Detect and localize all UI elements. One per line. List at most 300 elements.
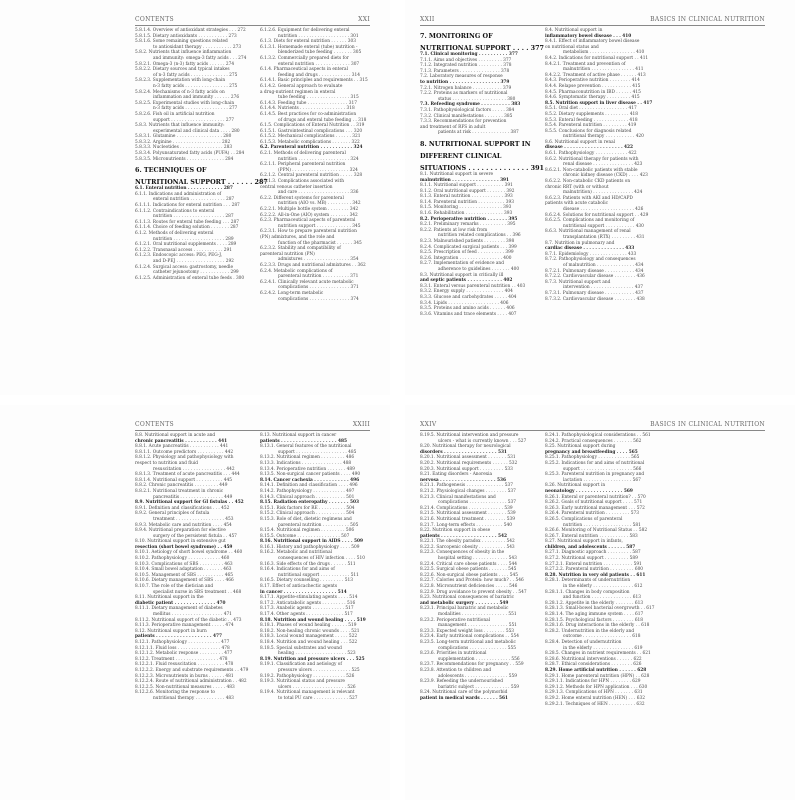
toc-entry: 8.6.1. Pathophysiology . . . . . . . . . . . . 422 — [545, 151, 637, 157]
toc-entry: (PN) admixtures, and the role and — [260, 234, 335, 240]
section-heading: patients . . . . . . . . . . . . . . . . . . . 542 — [420, 533, 507, 539]
section-heading: pregnancy and breastfeeding . . . . 565 — [545, 449, 638, 455]
toc-entry: nutrition . . . . . . . . . . . . . . . . . . . 301 — [278, 33, 359, 39]
toc-entry: nutrition support . . . . . . . . . . . . . 345 — [278, 223, 361, 229]
toc-entry: intervention . . . . . . . . . . . . . . . . 437 — [563, 285, 643, 291]
toc-entry: 8.23.1. Principal bariatric and metabolic — [420, 606, 509, 612]
toc-entry: 8.25.2. Indications for and aims of nutritional — [545, 460, 645, 466]
toc-entry: 8.22. Nutrition support in obese — [420, 528, 491, 534]
toc-entry: 8.12.1.1. Fluid loss . . . . . . . . . . . . . . . . 478 — [135, 645, 230, 651]
toc-entry: 8.28.1.1. Changes in body composition — [545, 589, 630, 595]
toc-entry: patients with acute catabolic — [545, 201, 609, 207]
toc-entry: 8.25.1. Pathophysiology . . . . . . . . . . . . 565 — [545, 455, 640, 461]
toc-entry: 8.23.3. Expected weight loss . . . . . . . . 553 — [420, 628, 515, 634]
toc-entry: and care . . . . . . . . . . . . . . . . . . . 336 — [278, 190, 359, 196]
running-header — [420, 15, 765, 26]
toc-entry: 8.21. Eating disorders - Anorexia — [420, 472, 493, 478]
toc-page-xxii — [405, 0, 795, 395]
toc-entry: and treatment of RFS in adult — [420, 124, 486, 130]
toc-entry: 6.1.2.4. Surgical access: gastrostomy, needle — [135, 264, 234, 270]
toc-entry: 8.2.1. Preliminary remarks . . . . . . . . . . 395 — [420, 222, 516, 228]
toc-entry: 6.1.4.4. Nutrients . . . . . . . . . . . . . . . . . 318 — [260, 106, 355, 112]
toc-entry: 8.22.5. Surgical obese patients . . . . . . . 545 — [420, 567, 517, 573]
toc-entry: 8.24. Nutritional care of the polymorbid — [420, 690, 508, 696]
section-heading: and metabolic surgery . . . . . . . . 549 — [420, 600, 509, 606]
section-heading: 8.18. Nutrition and wound healing . . . . 519 — [260, 617, 366, 623]
toc-entry: 8.9.1. Definition and classifications . . . 452 — [135, 505, 230, 511]
toc-entry: complications . . . . . . . . . . . . . . 537 — [438, 500, 517, 506]
section-heading: and septic patients . . . . . . . . . . . . 402 — [420, 278, 513, 284]
section-heading: chronic pancreatitis . . . . . . . . . . . 441 — [135, 438, 228, 444]
toc-entry: 8.10.4. Small bowel adaptation . . . . . . . 463 — [135, 567, 232, 573]
toc-entry: parenteral nutrition . . . . . . . . . . 371 — [278, 274, 359, 280]
toc-entry: adolescents . . . . . . . . . . . . . . . . 559 — [438, 673, 517, 679]
toc-entry: 8.4. Nutritional support in — [545, 28, 603, 33]
toc-entry: 8.20. Nutritional therapy for neurological — [420, 444, 511, 450]
toc-entry: 8.1.2. Oral nutritional support . . . . . . . 392 — [420, 188, 515, 194]
section-heading: disease . . . . . . . . . . . . . . . . . . . . 422 — [545, 145, 634, 151]
toc-entry: 6.2.1. Methods of delivering parenteral — [260, 151, 346, 157]
toc-entry: 8.22.2. Sarcopenic obesity . . . . . . . . . . 543 — [420, 544, 515, 550]
toc-entry: 8.10.7. The role of the dietician and — [135, 584, 214, 590]
section-heading: 6.1. Enteral nutrition . . . . . . . . . . . . 287 — [135, 186, 233, 192]
toc-entry: malnutrition . . . . . . . . . . . . . . . . 411 — [563, 67, 644, 73]
toc-entry: in the elderly . . . . . . . . . . . . . . . 612 — [563, 584, 643, 590]
toc-entry: experimental and clinical data . . . . 280 — [153, 128, 240, 134]
toc-entry: 8.23.7. Recommendations for pregnancy . . 559 — [420, 662, 524, 668]
toc-entry: nutritional therapy . . . . . . . . . . . 483 — [153, 695, 234, 701]
toc-entry: 8.12.2.5. Non-nutritional measures . . . . . 483 — [135, 684, 235, 690]
chapter-heading: 7. MONITORING OF — [420, 32, 493, 40]
toc-entry: supplementation . . . . . . . . . . . . . 556 — [438, 656, 520, 662]
toc-entry: 8.7.2.1. Pulmonary disease . . . . . . . . . . . 434 — [545, 268, 644, 274]
toc-entry: in the elderly . . . . . . . . . . . . . . . 619 — [563, 645, 643, 651]
section-heading: 8.19. Nutrition and pressure ulcers . . . 525 — [260, 656, 365, 662]
toc-entry: 8.17.2. Anticatabolic agents . . . . . . . . . 516 — [260, 600, 356, 606]
toc-entry: 8.26.5. Complications of parenteral — [545, 516, 623, 522]
toc-entry: 8.26.2. Goals of nutritional support . . . . 571 — [545, 500, 643, 506]
toc-entry: 8.14.2. Pathophysiology . . . . . . . . . . . . 497 — [260, 488, 355, 494]
toc-entry: 8.2.7. Implementation of evidence and — [420, 261, 504, 267]
toc-entry: chronic kidney disease (CKD) . . . . 423 — [563, 173, 648, 179]
toc-entry: n-3 fatty acids . . . . . . . . . . . . . . . . 275 — [153, 83, 238, 89]
section-heading: 8.5. Nutrition support in liver disease . . 417 — [545, 100, 653, 106]
toc-entry: chronic RRT (with or without — [545, 184, 609, 190]
toc-entry: 8.3.6. Vitamins and trace elements . . . . 407 — [420, 311, 517, 317]
chapter-heading: 6. TECHNIQUES OF — [135, 166, 207, 175]
toc-column — [135, 28, 268, 388]
toc-entry: 8.17.3. Anabolic agents . . . . . . . . . . . . 517 — [260, 606, 354, 612]
toc-entry: specialist nurse in SBS treatment . . 468 — [153, 589, 242, 595]
running-header — [420, 420, 765, 431]
toc-entry: 8.16.4. Indications for and aims of — [260, 567, 335, 573]
toc-entry: 8.29.1.2. Methods for HPN application . . . 630 — [545, 684, 648, 690]
toc-entry: 8.29.1.3. Complications of HPN . . . . . . . 631 — [545, 690, 643, 696]
toc-entry: 8.8.1.1. Outcome predictors . . . . . . . . . . 442 — [135, 449, 234, 455]
section-heading: malnutrition . . . . . . . . . . . . . . . . 391 — [420, 177, 510, 183]
toc-entry: 8.21.4. Complications . . . . . . . . . . . . . 539 — [420, 505, 513, 511]
section-heading: resection (short bowel syndrome) . . 459 — [135, 544, 233, 550]
toc-entry: 8.28.2. Undernutrition in the elderly and — [545, 628, 635, 634]
toc-entry: 8.4.3. Perioperative nutrition . . . . . . . . 414 — [545, 78, 640, 84]
toc-entry: 8.11.3. Perioperative management . . . . . 474 — [135, 623, 234, 629]
toc-entry: resuscitation . . . . . . . . . . . . . . . . 442 — [153, 466, 235, 472]
toc-entry: 8.8.2.1. Nutritional treatment in chronic — [135, 488, 224, 494]
toc-entry: support . . . . . . . . . . . . . . . . . . . . 277 — [153, 117, 235, 123]
section-heading: 6.2. Parenteral nutrition . . . . . . . . . . . 324 — [260, 145, 363, 151]
toc-entry: ulcers . . . . . . . . . . . . . . . . . . . . 526 — [278, 684, 356, 690]
toc-entry: 8.8. Nutritional support in acute and — [135, 433, 216, 438]
toc-entry: 8.26.6. Monitoring of Nutritional Status . . 582 — [545, 528, 648, 534]
toc-entry: 8.2.3. Malnourished patients . . . . . . . . 398 — [420, 239, 515, 245]
toc-entry: blenderized tube feeding . . . . . . . 305 — [278, 50, 362, 56]
toc-entry: metabolism . . . . . . . . . . . . . . . . . 410 — [563, 50, 645, 56]
toc-entry: 8.29.1. Home parenteral nutrition (HPN) . . 628 — [545, 673, 650, 679]
toc-entry: 8.18.5. Special substrates and wound — [260, 645, 342, 651]
toc-entry: 6.1.3.1. Homemade enteral (tube) nutrition - — [260, 44, 358, 50]
toc-entry: feeding and drugs . . . . . . . . . . . . 314 — [278, 72, 361, 78]
section-heading: diabetic patient . . . . . . . . . . . . . . 470 — [135, 600, 226, 606]
toc-entry: function of the pharmacist . . . . . . 345 — [278, 240, 362, 246]
toc-entry: 8.4.2.1. Treatment and prevention of — [545, 61, 626, 67]
toc-entry: 8.29.1.1. Indications for HPN . . . . . . . . 629 — [545, 679, 641, 685]
section-heading: 8.14. Cancer cachexia . . . . . . . . . . . . 496 — [260, 477, 360, 483]
toc-entry: 8.19.4. Nutritional management is relevant — [260, 690, 355, 696]
toc-entry: 5.8.2.1. Omega-3 (n-3) fatty acids . . . . . . 274 — [135, 61, 235, 67]
toc-column — [420, 433, 535, 793]
toc-entry: 8.3.1. Enteral versus parenteral nutrition . . 403 — [420, 283, 526, 289]
toc-entry: 7.3.3. Recommendations for prevention — [420, 119, 507, 125]
toc-entry: 8.16.5. Dietary counselling . . . . . . . . . 513 — [260, 578, 353, 584]
toc-entry: 8.28.6. Nutritional interventions . . . . . . 622 — [545, 656, 642, 662]
toc-entry: 7.1.2. Integrated nutrition . . . . . . . . . 378 — [420, 63, 512, 69]
toc-column — [260, 28, 375, 388]
toc-entry: and function . . . . . . . . . . . . . . . 613 — [563, 595, 641, 601]
toc-entry: nutrition related complications . . 396 — [438, 233, 521, 239]
section-heading: 8.29. Home artificial nutrition . . . . . . 628 — [545, 667, 647, 673]
toc-entry: nutritional support . . . . . . . . . . . 430 — [563, 223, 644, 229]
page-number: XXIII — [352, 421, 370, 428]
toc-entry: 8.4.2.2. Treatment of active phase . . . . . . 413 — [545, 72, 646, 78]
toc-entry: n-3 fatty acids . . . . . . . . . . . . . . . . 277 — [153, 106, 238, 112]
toc-entry: to antioxidant therapy . . . . . . . . . . . 273 — [153, 44, 242, 50]
toc-entry: inflammation and immunity . . . . . . 276 — [153, 95, 240, 101]
toc-entry: 5.8.2.5. Experimental studies with long-chain — [135, 100, 235, 106]
toc-entry: 8.28.1.4. The aging immune system . . . . 617 — [545, 612, 644, 617]
toc-entry: 6.2.4. Metabolic complications of — [260, 268, 333, 274]
toc-column — [545, 433, 660, 793]
toc-entry: 8.22.3. Consequences of obesity in the — [420, 550, 505, 556]
toc-entry: 5.8.2.6. Fish oil in artificial nutrition — [135, 111, 215, 117]
toc-entry: 8.28.1.2. Appetite in the elderly . . . . . . . 613 — [545, 600, 644, 606]
toc-entry: 8.24.2. Practical consequences . . . . . . . 562 — [545, 438, 642, 444]
toc-entry: 6.2.2.2. All-in-One (AIO) system . . . . . . . 342 — [260, 212, 358, 218]
toc-entry: nutrition . . . . . . . . . . . . . . . . . . 581 — [563, 522, 641, 528]
section-heading: 8.9. Nutritional support for GI fistulas . . 452 — [135, 500, 244, 506]
section-heading: disorders . . . . . . . . . . . . . . . . . . 531 — [420, 449, 507, 455]
toc-entry: 5.8.1.6. Some remaining questions related — [135, 39, 228, 45]
toc-entry: 8.21.2. Physiological changes . . . . . . . . 537 — [420, 488, 516, 494]
toc-entry: 8.17.4. Other agents . . . . . . . . . . . . . . 517 — [260, 612, 353, 617]
toc-entry: 8.27.2.2. Parenteral nutrition . . . . . . . . . 600 — [545, 567, 644, 573]
toc-entry: nutritional support . . . . . . . . . . . 511 — [278, 572, 359, 578]
section-heading: 8.2. Perioperative nutrition . . . . . . . 395 — [420, 216, 518, 222]
toc-entry: 8.21.6. Nutritional treatment . . . . . . . . 539 — [420, 516, 515, 522]
toc-entry: 6.1.3.2. Commercially prepared diets for — [260, 55, 349, 61]
section-heading: 8.16. Nutritional support in AIDS . . . . 509 — [260, 539, 363, 545]
toc-entry: 8.20.1. Nutritional assessment . . . . . . . 531 — [420, 455, 516, 461]
toc-entry: 8.28.1.3. Small-bowel bacterial overgrowth . . 617 — [545, 606, 655, 612]
toc-entry: 7.3.1. Pathophysiological factors . . . . . 384 — [420, 107, 515, 113]
toc-entry: 8.15.1. Risk factors for RE . . . . . . . . . . 504 — [260, 505, 355, 511]
toc-entry: 8.1.4. Parenteral nutrition . . . . . . . . . . 393 — [420, 199, 514, 205]
section-heading: inflammatory bowel disease . . . 410 — [545, 33, 632, 39]
toc-entry: 8.26.7. Enteral nutrition . . . . . . . . . . . 583 — [545, 533, 638, 539]
toc-entry: of drugs and enteral tube feeding . . 318 — [278, 117, 367, 123]
toc-entry: 5.8.3.5. Micronutrients . . . . . . . . . . . . . . 284 — [135, 156, 234, 162]
toc-entry: nutrition (AIO vs. MB) . . . . . . . . . 342 — [278, 201, 361, 207]
toc-entry: 8.5.3. Enteral feeding . . . . . . . . . . . . . 418 — [545, 117, 638, 123]
toc-entry: 8.11. Nutritional support in the — [135, 595, 204, 601]
toc-entry: 8.1.3. Enteral nutrition . . . . . . . . . . . . 393 — [420, 194, 513, 200]
toc-entry: 8.13.5. Non-surgical cancer patients . . . . 490 — [260, 472, 361, 478]
toc-entry: complications . . . . . . . . . . . . . . . 371 — [278, 285, 359, 291]
toc-entry: 6.2.3.3. Drugs and nutritional admixtures . . 362 — [260, 262, 366, 268]
toc-entry: parenteral nutrition (PN) — [260, 251, 315, 257]
toc-entry: 8.3.5. Proteins and amino acids . . . . . . 406 — [420, 306, 515, 312]
toc-entry: admixtures . . . . . . . . . . . . . . . . . 354 — [278, 257, 359, 263]
toc-entry: 8.24.1. Pathophysiological considerations . . 561 — [545, 433, 651, 438]
toc-entry: 8.18.1. Phases of wound healing . . . . . . 519 — [260, 623, 357, 629]
toc-entry: 8.28.5. Changes in nutrient requirements . . 621 — [545, 651, 651, 657]
toc-entry: 8.10.3. Complications of SBS . . . . . . . . . 463 — [135, 561, 233, 567]
toc-entry: disease . . . . . . . . . . . . . . . . . . . . 426 — [563, 207, 644, 212]
toc-entry: renal disease . . . . . . . . . . . . . . . 423 — [563, 162, 643, 168]
toc-entry: 5.8.1.4. Overview of antioxidant strategies . . . 272 — [135, 28, 246, 33]
toc-entry: patients at risk . . . . . . . . . . . . . . 387 — [438, 130, 519, 136]
toc-entry: 6.1.1. Indications and administration of — [135, 191, 222, 197]
toc-entry: 8.15.3. Role of diet, dietetic regimens and — [260, 516, 352, 522]
toc-entry: 8.7.3. Nutritional support and — [545, 279, 611, 285]
toc-entry: nutrition . . . . . . . . . . . . . . . . . . . 324 — [278, 156, 359, 162]
toc-entry: 6.1.1.1. Indications for enteral nutrition . . . 287 — [135, 203, 240, 209]
toc-entry: support . . . . . . . . . . . . . . . . . . . 485 — [278, 449, 357, 455]
toc-column — [545, 28, 660, 388]
toc-entry: complications . . . . . . . . . . . . . . . 374 — [278, 296, 359, 302]
toc-entry: and immunity: omega-3 fatty acids . . . 274 — [153, 55, 247, 61]
toc-entry: 8.2.2. Patients at low risk from — [420, 227, 488, 233]
toc-entry: 8.10.6. Dietary management of SBS . . . . 466 — [135, 578, 234, 584]
toc-entry: 8.2.5. Prescription of feed . . . . . . . . . . 399 — [420, 250, 514, 256]
toc-entry: 8.23. Nutritional consequences of bariatric — [420, 595, 515, 601]
section-heading: to nutrition . . . . . . . . . . . . . . . . . 379 — [420, 79, 510, 85]
toc-entry: 8.13.1. General features of the nutritional — [260, 444, 352, 450]
toc-entry: ulcers - what is currently known . . . 527 — [438, 438, 527, 444]
section-heading: 8.28. Nutrition in very old patients . . 611 — [545, 572, 646, 578]
toc-entry: 8.4.5. Pharmaconutrition in IBD . . . . . . 415 — [545, 89, 641, 95]
toc-entry: outcome . . . . . . . . . . . . . . . . . . 618 — [563, 634, 641, 640]
toc-entry: 8.21.3. Clinical manifestations and — [420, 494, 496, 500]
toc-entry: 6.1.5.1. Gastrointestinal complications . . . 320 — [260, 128, 363, 134]
toc-entry: 8.15.2. Clinical approach . . . . . . . . . . . 504 — [260, 511, 355, 517]
toc-entry: status . . . . . . . . . . . . . . . . . . . . 380 — [438, 96, 516, 102]
toc-entry: tube feeding . . . . . . . . . . . . . . . . 315 — [278, 95, 359, 101]
toc-entry: 6.2.3.2. Stability and compatibility of — [260, 246, 341, 252]
toc-entry: 8.1. Nutritional support in severe — [420, 171, 494, 177]
section-heading: in cancer . . . . . . . . . . . . . . . . . . 514 — [260, 589, 347, 595]
toc-entry: 8.21.1. Pathogenesis . . . . . . . . . . . . . . 537 — [420, 483, 513, 489]
toc-entry: 8.3.2. Energy supply . . . . . . . . . . . . . . 404 — [420, 289, 513, 295]
toc-entry: 6.1.4.1. Basic principles and requirements . . 315 — [260, 78, 368, 84]
toc-entry: a drug-nutrient regimen in enteral — [260, 89, 336, 95]
toc-entry: 8.4.2. Indications for nutritional support . . 411 — [545, 55, 649, 61]
toc-entry: malnutrition) . . . . . . . . . . . . . . . 424 — [563, 190, 643, 196]
toc-entry: 8.14.1. Definition and classification . . . . 496 — [260, 483, 358, 489]
toc-entry: 5.8.3. Nutrients that influence immunity: — [135, 123, 225, 129]
toc-entry: 5.8.3.2. Arginine . . . . . . . . . . . . . . . . . . 282 — [135, 139, 231, 145]
toc-entry: consequences of HIV infection . . . . 510 — [278, 556, 365, 562]
toc-entry: 8.13.4. Perioperative nutrition . . . . . . . 489 — [260, 466, 355, 472]
toc-entry: 8.22.6. Non-surgical obese patients . . . . 545 — [420, 572, 518, 578]
toc-entry: 8.22.1. The obesity paradox . . . . . . . . . 542 — [420, 539, 515, 545]
toc-entry: 6.2.4.2. Long-term metabolic — [260, 290, 324, 296]
toc-entry: 8.28.1.6. Drug interactions in the elderly . . 618 — [545, 623, 650, 629]
toc-entry: 8.6.2.4. Solutions for nutritional support . . 429 — [545, 212, 649, 218]
toc-entry: 8.25.3. Parenteral nutrition in pregnancy and — [545, 472, 645, 478]
toc-page-xxiii — [0, 405, 390, 800]
section-heading: cardiac disease . . . . . . . . . . . . . . 433 — [545, 246, 635, 252]
section-heading: neonatology . . . . . . . . . . . . . . . . 569 — [545, 488, 633, 494]
toc-entry: 8.28.4. Detection of undernutrition — [545, 639, 622, 645]
toc-entry: 6.1.1.2. Contraindications to enteral — [135, 208, 215, 214]
toc-entry: 8.19.1. Classification and aetiology of — [260, 662, 342, 668]
toc-entry: 8.13.2. Nutritional regimen . . . . . . . . . 486 — [260, 455, 355, 461]
chapter-heading: SITUATIONS . . . . . . . . . . . . . . 391 — [420, 163, 544, 172]
toc-entry: 8.12.2.1. Fluid resuscitation . . . . . . . . . . 478 — [135, 662, 234, 668]
toc-entry: (PPN) . . . . . . . . . . . . . . . . . . . . . 324 — [278, 167, 358, 173]
toc-entry: pancreatitis . . . . . . . . . . . . . . . . 449 — [153, 494, 233, 500]
toc-entry: 8.23.2. Perioperative nutritional — [420, 617, 491, 623]
toc-entry: 7.1.1. Aims and objectives . . . . . . . . . 377 — [420, 57, 512, 63]
toc-entry: 8.18.4. Nutrition and wound healing . . . 522 — [260, 639, 358, 645]
toc-entry: and D-PEJ . . . . . . . . . . . . . . . . . . 292 — [153, 258, 234, 264]
toc-entry: 6.1.2.1. Oral nutritional supplements . . . . 289 — [135, 242, 237, 248]
toc-entry: 8.20.3. Nutritional support . . . . . . . . . 533 — [420, 466, 513, 472]
toc-entry: 8.6.2.3. Patients with AKI and HD/CAPD — [545, 195, 633, 201]
toc-entry: 8.22.8. Micronutrient deficiencies . . . . . 546 — [420, 584, 518, 590]
page-number: XXIV — [420, 421, 437, 428]
section-heading: patients . . . . . . . . . . . . . . . . . . . 485 — [260, 438, 347, 444]
toc-entry: 8.8.1.4. Nutritional support . . . . . . . . . . 445 — [135, 477, 232, 483]
toc-column — [260, 433, 375, 793]
toc-entry: 8.23.9. Refeeding the undernourished — [420, 679, 503, 685]
toc-entry: 8.13. Nutritional support in cancer — [260, 433, 337, 438]
toc-entry: enteral nutrition . . . . . . . . . . . . . 287 — [153, 197, 235, 203]
toc-entry: 5.8.2. Nutrients that influence inflammation — [135, 50, 232, 56]
page-number: XXI — [358, 16, 370, 23]
toc-entry: 8.23.6. Priorities in nutritional — [420, 651, 487, 657]
toc-entry: 8.12.2.6. Monitoring the response to — [135, 690, 215, 696]
toc-entry: 6.1.2.3. Endoscopic access: PEG, PEG-J, — [135, 253, 223, 259]
toc-entry: 8.16.3. Side effects of the drugs . . . . . . 511 — [260, 561, 356, 567]
toc-entry: bariatric subject . . . . . . . . . . . . . 559 — [438, 684, 520, 690]
toc-entry: 5.8.2.3. Supplementation with long-chain — [135, 78, 226, 84]
toc-entry: 8.4.1. Effect of inflammatory bowel disease — [545, 39, 640, 45]
toc-entry: 8.8.1. Acute pancreatitis . . . . . . . . . . . 441 — [135, 444, 229, 450]
toc-entry: 8.2.4. Complicated surgical patients . . . 399 — [420, 244, 517, 250]
toc-entry: nutrition . . . . . . . . . . . . . . . . . . . 287 — [153, 214, 234, 220]
toc-entry: 5.8.2.2. Dietary sources and typical intakes — [135, 67, 230, 73]
toc-entry: 8.20.2. Nutritional requirements . . . . . . 532 — [420, 460, 518, 466]
toc-entry: 8.25. Nutritional support during — [545, 444, 616, 450]
toc-entry: 8.1.5. Monitoring . . . . . . . . . . . . . . . . 393 — [420, 205, 512, 211]
toc-entry: 6.2.3. Pharmaceutical aspects of parenteral — [260, 218, 356, 224]
toc-entry: catheter jejunostomy . . . . . . . . . . . 299 — [153, 270, 239, 276]
toc-entry: 8.1.6. Rehabilitation . . . . . . . . . . . . . . 393 — [420, 211, 513, 217]
toc-entry: 8.22.4. Critical care obese patients . . . . 544 — [420, 561, 517, 567]
toc-entry: 6.1.5. Complications of Enteral Nutrition . . 319 — [260, 123, 365, 129]
toc-entry: respect to nutrition and fluid — [135, 460, 198, 466]
header-right: BASICS IN CLINICAL NUTRITION — [650, 421, 765, 428]
toc-entry: 8.27. Nutritional support in infants, — [545, 539, 623, 545]
toc-entry: 8.1.1. Nutritional support . . . . . . . . . . 391 — [420, 183, 513, 189]
toc-entry: nutrition . . . . . . . . . . . . . . . . . . . 289 — [153, 236, 234, 242]
toc-entry: 8.29.2.1. Techniques of HEN . . . . . . . . . . 632 — [545, 701, 645, 707]
toc-entry: 8.2.6. Integration . . . . . . . . . . . . . . . . 400 — [420, 255, 512, 261]
section-heading: nervosa . . . . . . . . . . . . . . . . . . . 536 — [420, 477, 506, 483]
toc-entry: 8.6. Nutritional support in renal — [545, 139, 616, 145]
toc-entry: pressure ulcers . . . . . . . . . . . . . . 525 — [278, 667, 360, 673]
toc-entry: 8.5.2. Dietary supplements . . . . . . . . . 418 — [545, 111, 639, 117]
toc-entry: 8.15.5. Outcome . . . . . . . . . . . . . . . . 507 — [260, 533, 350, 539]
toc-entry: 8.6.2. Nutritional therapy for patients with — [545, 156, 639, 162]
chapter-heading: NUTRITIONAL SUPPORT . . . . . . 287 — [135, 178, 268, 187]
toc-entry: hospital setting . . . . . . . . . . . . . 543 — [438, 556, 517, 562]
toc-entry: modalities . . . . . . . . . . . . . . . . . 551 — [438, 612, 517, 617]
toc-entry: 6.1.4. Pharmaceutical aspects in enteral — [260, 67, 348, 73]
toc-entry: 8.23.4. Early nutritional complications . . 554 — [420, 634, 519, 640]
page-number: XXII — [420, 16, 435, 23]
toc-entry: 8.10. Nutritional support in extensive gut — [135, 539, 226, 545]
toc-entry: 8.18.2. Non-healing chronic wounds . . . . 521 — [260, 628, 360, 634]
toc-page-xxi — [0, 0, 390, 395]
chapter-heading: DIFFERENT CLINICAL — [420, 151, 502, 160]
toc-entry: 8.21.5. Nutritional assessment . . . . . . . 539 — [420, 511, 516, 517]
toc-entry: 8.11.2. Nutritional support of the diabetic . . 473 — [135, 617, 242, 623]
toc-entry: 6.1.4.3. Feeding tube . . . . . . . . . . . . . . . 317 — [260, 100, 357, 106]
toc-entry: central venous catheter insertion — [260, 184, 333, 190]
toc-entry: of n-3 fatty acids . . . . . . . . . . . . . . 275 — [153, 72, 238, 78]
running-header — [135, 15, 370, 26]
toc-entry: 8.23.5. Long-term nutritional and metabolic — [420, 639, 516, 645]
toc-entry: 8.26.4. Parenteral nutrition . . . . . . . . . 573 — [545, 511, 639, 517]
toc-entry: 6.1.5.3. Metabolic complications . . . . . . . 322 — [260, 139, 360, 145]
toc-entry: 8.12.2.3. Micronutrients in burns . . . . . . 481 — [135, 673, 234, 679]
toc-entry: 8.19.3. Nutritional status and pressure — [260, 679, 345, 685]
running-header — [135, 420, 370, 431]
toc-entry: lactation . . . . . . . . . . . . . . . . . . 567 — [563, 477, 641, 483]
toc-entry: 8.12.1.2. Metabolic response . . . . . . . . . 477 — [135, 651, 233, 657]
toc-entry: 8.12.2.4. Route of nutritional administration . . 482 — [135, 679, 247, 685]
toc-entry: 8.14.3. Clinical approach . . . . . . . . . . . 501 — [260, 494, 355, 500]
toc-entry: 8.6.3. Nutritional management of renal — [545, 229, 631, 235]
toc-entry: of malnutrition . . . . . . . . . . . . . . 434 — [563, 262, 644, 268]
toc-entry: transplantation (RTX) . . . . . . . . . 431 — [563, 234, 645, 240]
toc-entry: 8.26.1. Enteral or parenteral nutrition? . . 570 — [545, 494, 646, 500]
toc-entry: adherence to guidelines . . . . . . . 400 — [438, 267, 520, 272]
toc-entry: 8.6.2.2. Non-catabolic CKD patients on — [545, 179, 631, 185]
toc-entry: 8.12. Nutritional support in burn — [135, 628, 207, 634]
